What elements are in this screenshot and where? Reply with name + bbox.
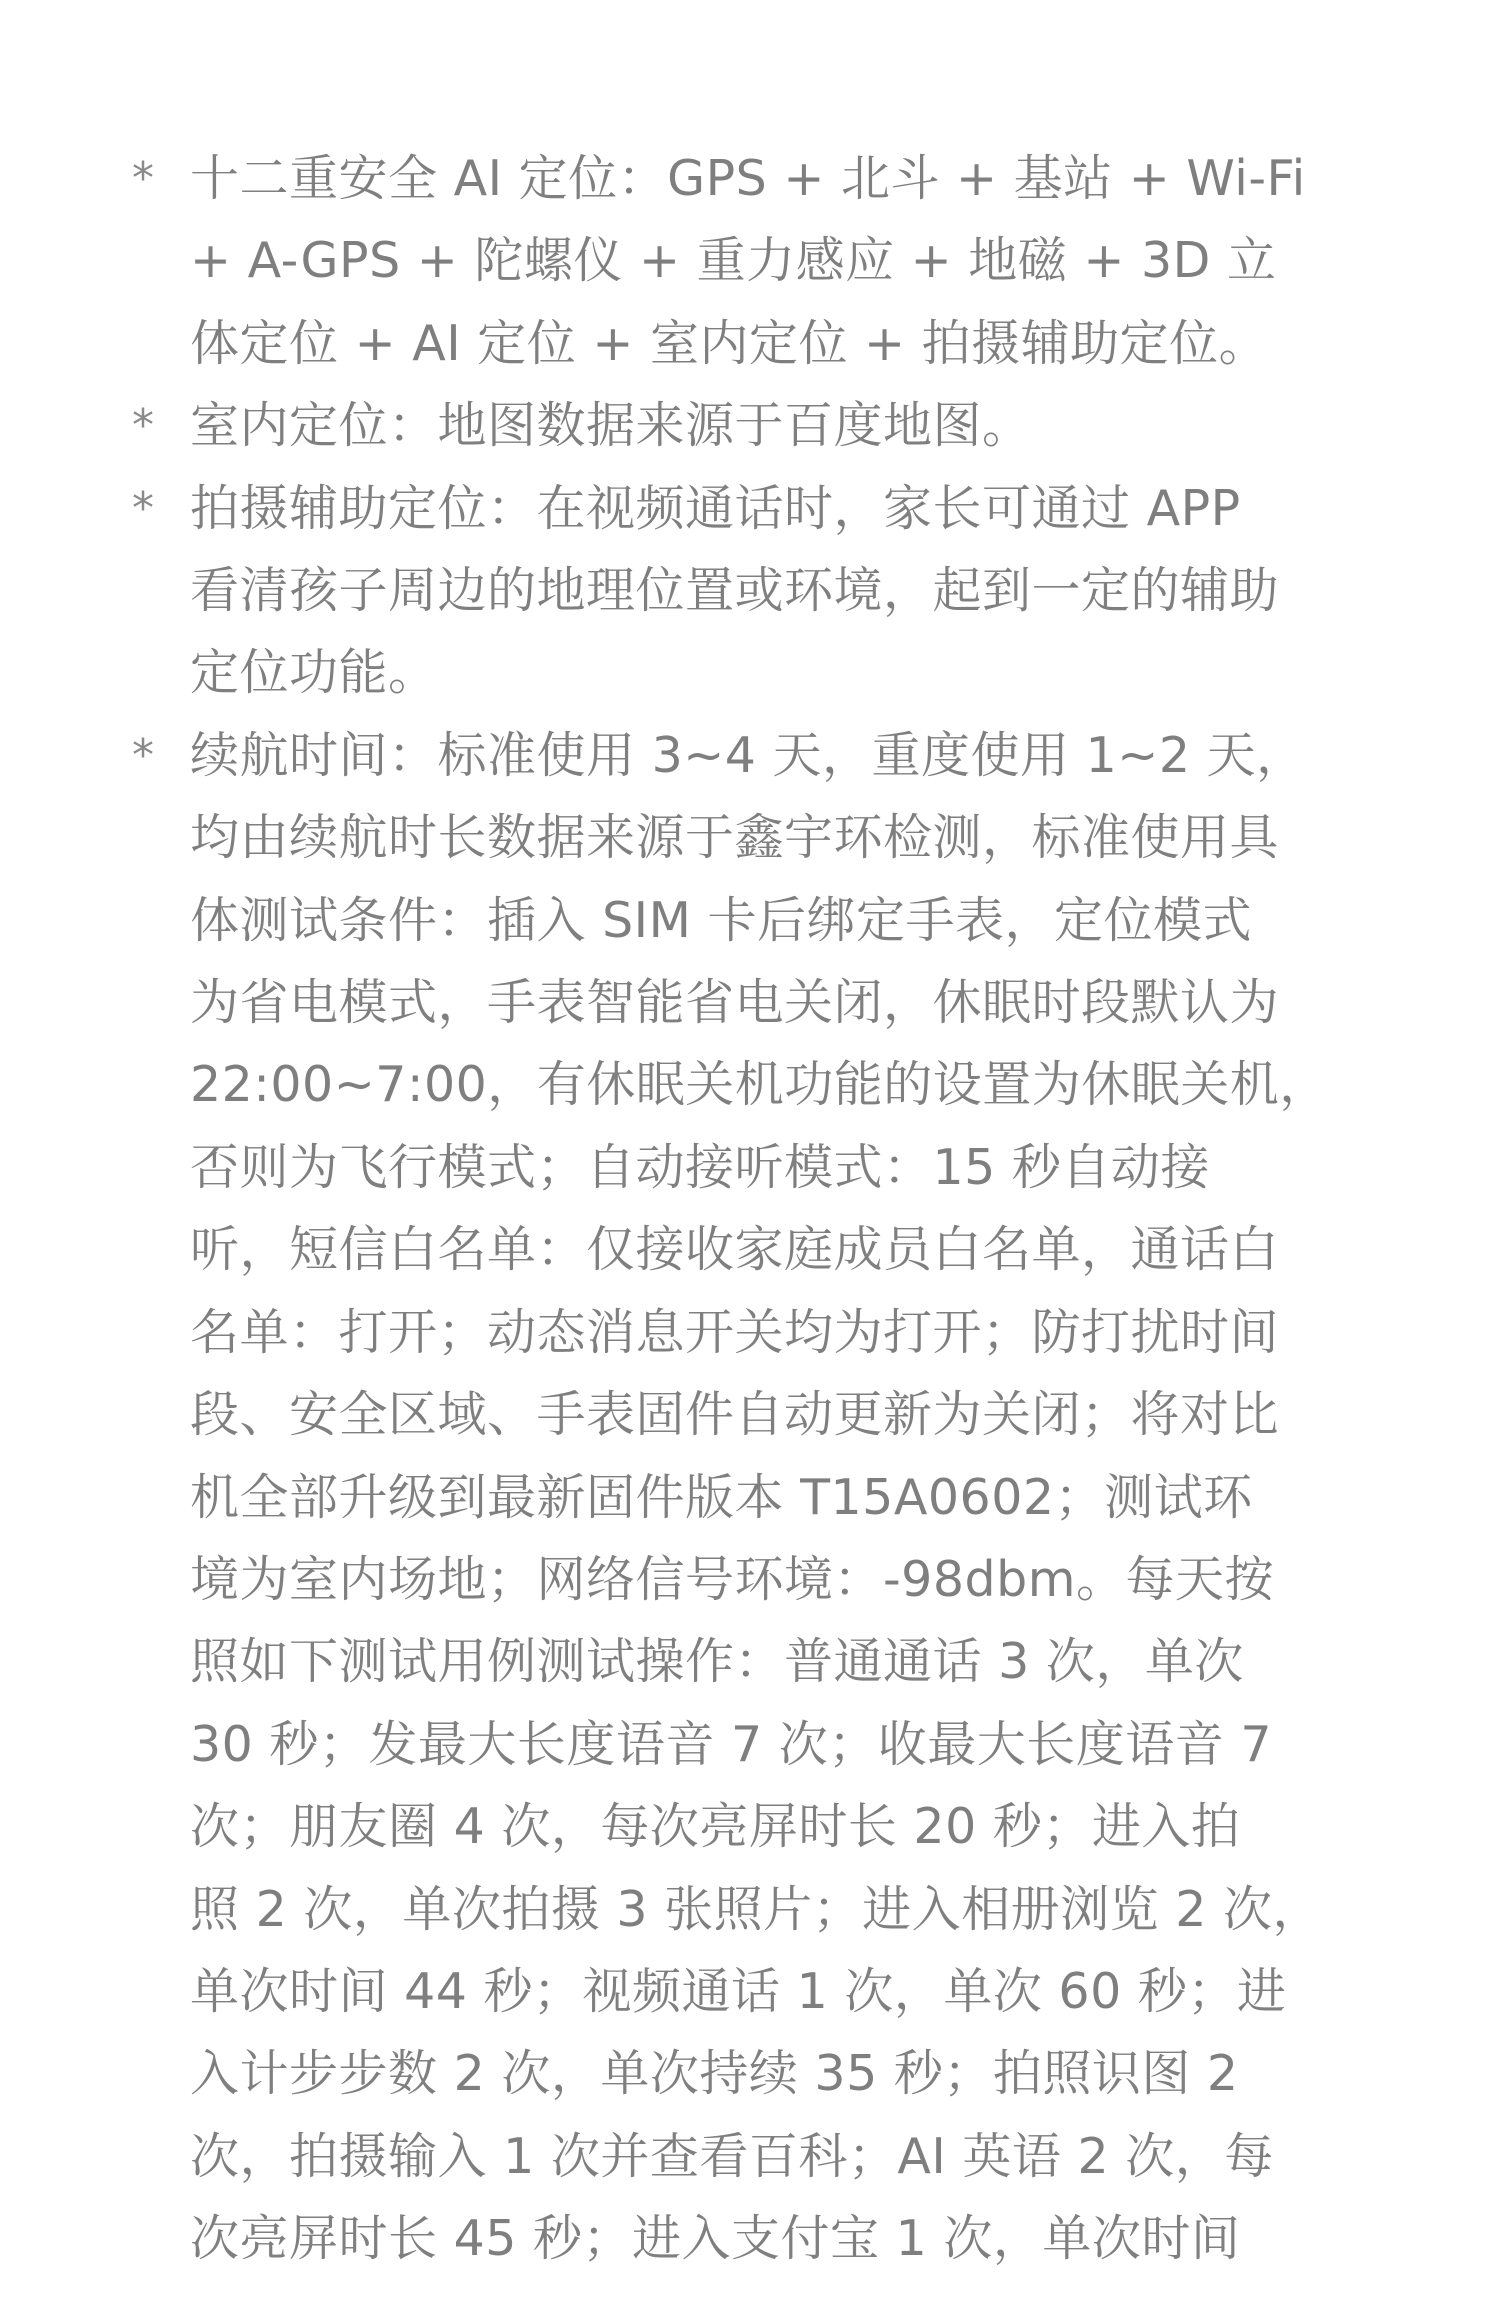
note-line: 为省电模式，手表智能省电关闭，休眠时段默认为 [190,974,1280,1032]
note-line: 看清孩子周边的地理位置或环境，起到一定的辅助 [190,562,1280,620]
note-line: 体定位 + AI 定位 + 室内定位 + 拍摄辅助定位。 [190,314,1269,372]
note-line: 续航时间：标准使用 3~4 天，重度使用 1~2 天， [190,726,1306,784]
note-line: 22:00~7:00，有休眠关机功能的设置为休眠关机， [190,1056,1329,1114]
note-line: 次亮屏时长 45 秒；进入支付宝 1 次，单次时间 [190,2210,1241,2268]
bullet-asterisk: * [132,729,155,781]
note-line: 拍摄辅助定位：在视频通话时，家长可通过 APP [190,479,1241,537]
note-indoor-positioning [0,385,1370,467]
note-line: 室内定位：地图数据来源于百度地图。 [190,397,1032,455]
footnote-list [0,138,1500,2281]
bullet-asterisk: * [132,153,155,204]
note-line: 境为室内场地；网络信号环境：-98dbm。每天按 [190,1550,1274,1608]
bullet-asterisk: * [132,400,155,452]
note-line: 照 2 次，单次拍摄 3 张照片；进入相册浏览 2 次， [190,1880,1322,1938]
note-line: 名单：打开；动态消息开关均为打开；防打扰时间 [190,1303,1280,1361]
note-ai-positioning [0,138,1370,385]
note-line: 入计步步数 2 次，单次持续 35 秒；拍照识图 2 [190,2045,1239,2103]
note-photo-assisted-positioning [0,468,1370,715]
note-line: 定位功能。 [190,644,438,702]
note-line: 机全部升级到最新固件版本 T15A0602；测试环 [190,1468,1253,1526]
note-line: + A-GPS + 陀螺仪 + 重力感应 + 地磁 + 3D 立 [190,232,1277,290]
note-line: 段、安全区域、手表固件自动更新为关闭；将对比 [190,1386,1280,1444]
note-battery-life [0,715,1370,2281]
note-line: 体测试条件：插入 SIM 卡后绑定手表，定位模式 [190,891,1252,949]
note-line: 十二重安全 AI 定位：GPS + 北斗 + 基站 + Wi-Fi [190,150,1306,207]
note-line: 照如下测试用例测试操作：普通通话 3 次，单次 [190,1633,1244,1691]
note-line: 单次时间 44 秒；视频通话 1 次，单次 60 秒；进 [190,1962,1287,2020]
note-line: 否则为飞行模式；自动接听模式：15 秒自动接 [190,1138,1210,1196]
note-line: 次，拍摄输入 1 次并查看百科；AI 英语 2 次，每 [190,2127,1274,2185]
note-line: 均由续航时长数据来源于鑫宇环检测，标准使用具 [190,809,1280,867]
note-line: 听，短信白名单：仅接收家庭成员白名单，通话白 [190,1221,1280,1279]
note-line: 次；朋友圈 4 次，每次亮屏时长 20 秒；进入拍 [190,1798,1241,1856]
note-line: 30 秒；发最大长度语音 7 次；收最大长度语音 7 [190,1715,1273,1773]
bullet-asterisk: * [132,482,155,534]
